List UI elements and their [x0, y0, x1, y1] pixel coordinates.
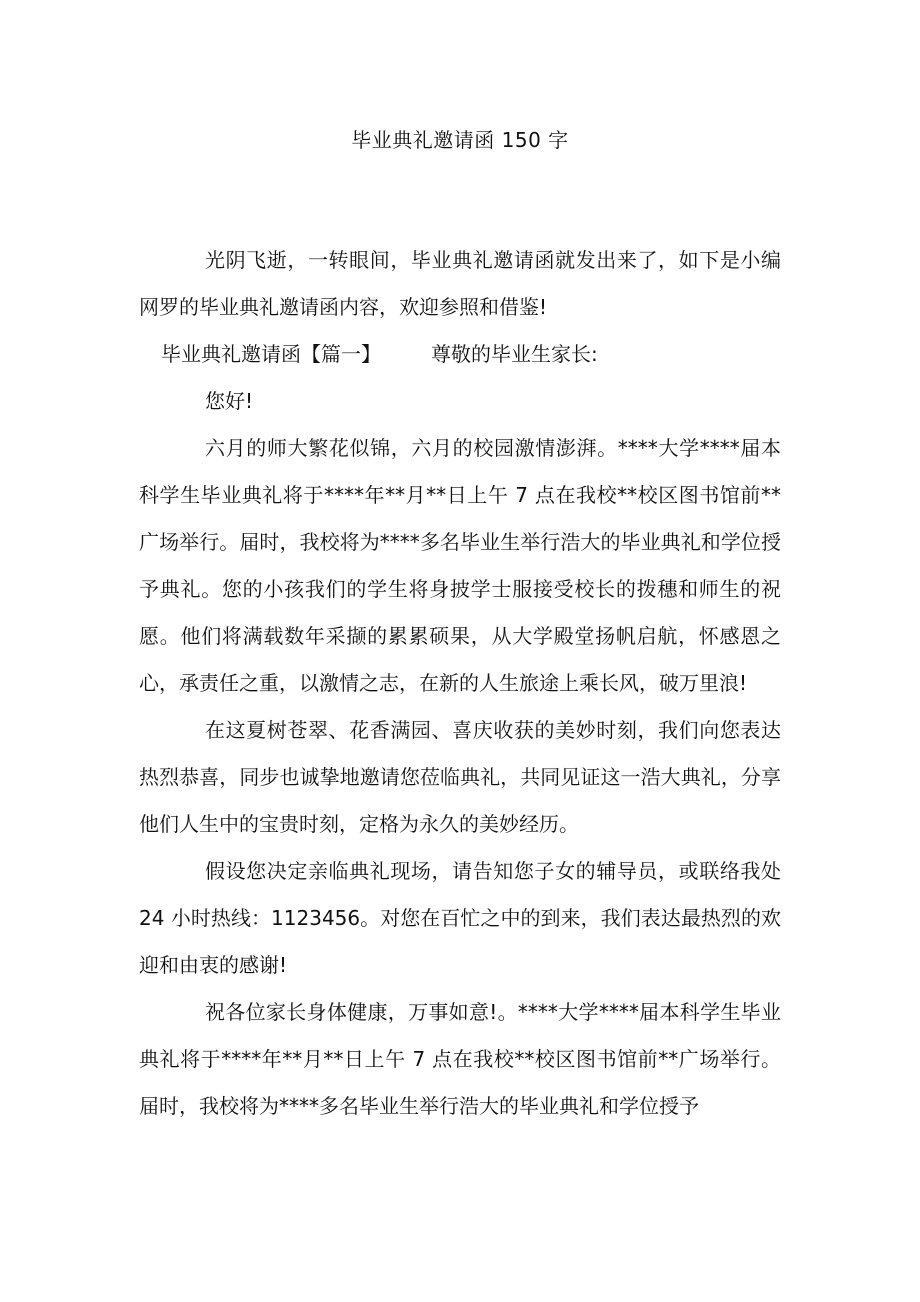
paragraph-wishes: 祝各位家长身体健康，万事如意!。****大学****届本科学生毕业典礼将于****年**月**日上午 7 点在我校**校区图书馆前**广场举行。届时，我校将为****多名毕业生举行浩大的毕业典礼和学位授予 [139, 1000, 781, 1118]
intro-paragraph: 光阴飞逝，一转眼间，毕业典礼邀请函就发出来了，如下是小编网罗的毕业典礼邀请函内容，欢迎参照和借鉴! [139, 248, 781, 319]
paragraph-invitation: 在这夏树苍翠、花香满园、喜庆收获的美妙时刻，我们向您表达热烈恭喜，同步也诚挚地邀请您莅临典礼，共同见证这一浩大典礼，分享他们人生中的宝贵时刻，定格为永久的美妙经历。 [139, 718, 781, 836]
greeting: 您好! [205, 389, 254, 413]
salutation: 尊敬的毕业生家长: [431, 342, 598, 366]
section-heading-line [139, 331, 781, 378]
document-body [139, 237, 781, 1130]
paragraph-ceremony: 六月的师大繁花似锦，六月的校园激情澎湃。****大学****届本科学生毕业典礼将于****年**月**日上午 7 点在我校**校区图书馆前**广场举行。届时，我校将为****多名毕业生举行浩大的毕业典礼和学位授予典礼。您的小孩我们的学生将身披学士服接受校长的拨穗和师生的祝愿。他们将满载数年采撷的累累硕果，从大学殿堂扬帆启航，怀感恩之心，承责任之重，以激情之志，在新的人生旅途上乘长风，破万里浪! [139, 436, 781, 695]
section-heading: 毕业典礼邀请函【篇一】 [161, 342, 381, 366]
paragraph-contact: 假设您决定亲临典礼现场，请告知您子女的辅导员，或联络我处 24 小时热线：1123456。对您在百忙之中的到来，我们表达最热烈的欢迎和由衷的感谢! [139, 859, 781, 977]
document-title: 毕业典礼邀请函 150 字 [351, 128, 569, 152]
